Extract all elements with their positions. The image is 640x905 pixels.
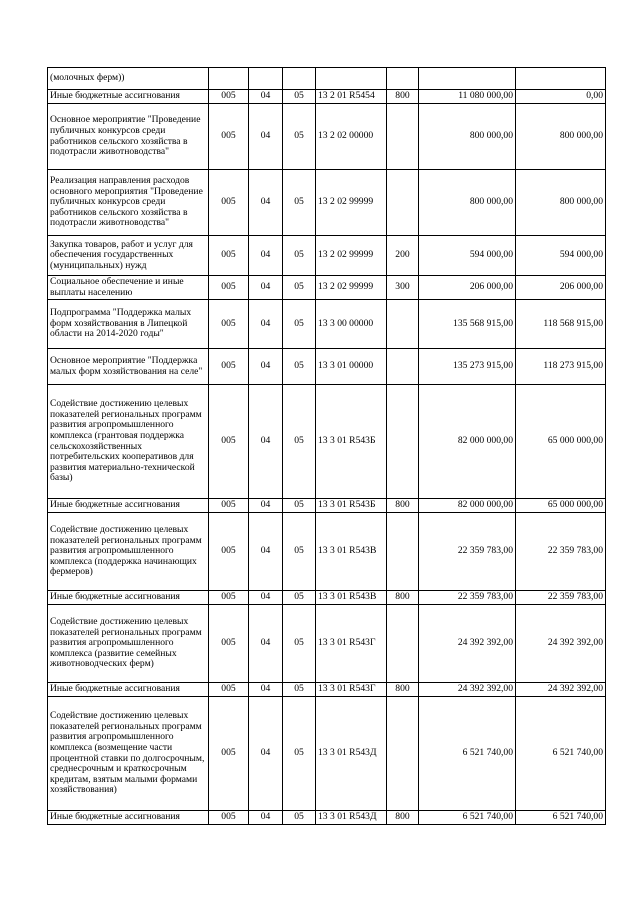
cell-name: Закупка товаров, работ и услуг для обеспечения государственных (муниципальных) нужд xyxy=(48,236,209,276)
cell-admin-code: 005 xyxy=(209,349,249,385)
table-row xyxy=(48,683,606,697)
cell-expense-type: 200 xyxy=(387,236,419,276)
cell-section: 04 xyxy=(249,385,283,499)
cell-amount-2: 22 359 783,00 xyxy=(516,513,606,591)
cell-admin-code: 005 xyxy=(209,276,249,300)
table-row xyxy=(48,90,606,104)
table-row xyxy=(48,385,606,499)
cell-target-article: 13 3 01 R543Г xyxy=(316,605,387,683)
cell-target-article: 13 3 01 R543В xyxy=(316,513,387,591)
cell-amount-1: 206 000,00 xyxy=(419,276,516,300)
table-row xyxy=(48,697,606,811)
cell-target-article: 13 3 01 R543Б xyxy=(316,499,387,513)
cell-expense-type: 800 xyxy=(387,499,419,513)
cell-subsection: 05 xyxy=(283,236,316,276)
cell-target-article: 13 2 02 00000 xyxy=(316,104,387,170)
cell-expense-type: 800 xyxy=(387,90,419,104)
table-row xyxy=(48,513,606,591)
cell-expense-type xyxy=(387,605,419,683)
cell-name: Основное мероприятие "Проведение публичных конкурсов среди работников сельского хозяйства в подотрасли животноводства" xyxy=(48,104,209,170)
cell-amount-1: 135 568 915,00 xyxy=(419,300,516,349)
cell-target-article: 13 3 01 00000 xyxy=(316,349,387,385)
cell-admin-code: 005 xyxy=(209,697,249,811)
cell-admin-code: 005 xyxy=(209,683,249,697)
cell-section: 04 xyxy=(249,697,283,811)
cell-target-article: 13 2 02 99999 xyxy=(316,276,387,300)
cell-admin-code: 005 xyxy=(209,811,249,825)
cell-admin-code: 005 xyxy=(209,591,249,605)
cell-subsection: 05 xyxy=(283,591,316,605)
cell-name: Реализация направления расходов основного мероприятия "Проведение публичных конкурсов среди работников сельского хозяйства в подотрасли животноводства" xyxy=(48,170,209,236)
table-row xyxy=(48,170,606,236)
cell-target-article: 13 2 01 R5454 xyxy=(316,90,387,104)
table-row xyxy=(48,499,606,513)
cell-amount-2: 0,00 xyxy=(516,90,606,104)
cell-amount-2: 118 568 915,00 xyxy=(516,300,606,349)
cell-subsection: 05 xyxy=(283,349,316,385)
cell-target-article: 13 3 01 R543Г xyxy=(316,683,387,697)
cell-section: 04 xyxy=(249,276,283,300)
cell-name: Иные бюджетные ассигнования xyxy=(48,90,209,104)
cell-expense-type xyxy=(387,300,419,349)
cell-amount-2: 118 273 915,00 xyxy=(516,349,606,385)
cell-target-article: 13 3 01 R543Д xyxy=(316,811,387,825)
cell-amount-1: 24 392 392,00 xyxy=(419,605,516,683)
cell-admin-code: 005 xyxy=(209,236,249,276)
cell-amount-2: 22 359 783,00 xyxy=(516,591,606,605)
cell-name: Иные бюджетные ассигнования xyxy=(48,683,209,697)
table-row xyxy=(48,605,606,683)
cell-expense-type xyxy=(387,349,419,385)
cell-amount-1: 22 359 783,00 xyxy=(419,591,516,605)
cell-name: Содействие достижению целевых показателей региональных программ развития агропромышленного комплекса (грантовая поддержка сельскохозяйственных потребительских кооперативов для развития материально-технической базы) xyxy=(48,385,209,499)
cell-amount-1: 82 000 000,00 xyxy=(419,385,516,499)
cell-amount-1: 6 521 740,00 xyxy=(419,697,516,811)
cell-name: Иные бюджетные ассигнования xyxy=(48,591,209,605)
cell-name: Содействие достижению целевых показателей региональных программ развития агропромышленного комплекса (поддержка начинающих фермеров) xyxy=(48,513,209,591)
cell-subsection: 05 xyxy=(283,605,316,683)
cell-target-article: 13 3 01 R543В xyxy=(316,591,387,605)
cell-admin-code: 005 xyxy=(209,90,249,104)
cell-subsection: 05 xyxy=(283,90,316,104)
cell-amount-1: 135 273 915,00 xyxy=(419,349,516,385)
cell-name: Основное мероприятие "Поддержка малых форм хозяйствования на селе" xyxy=(48,349,209,385)
table-row xyxy=(48,349,606,385)
cell-target-article: 13 3 01 R543Д xyxy=(316,697,387,811)
cell-admin-code: 005 xyxy=(209,385,249,499)
cell-amount-2: 65 000 000,00 xyxy=(516,499,606,513)
cell-section: 04 xyxy=(249,605,283,683)
cell-section xyxy=(249,68,283,90)
cell-subsection: 05 xyxy=(283,513,316,591)
cell-amount-1: 11 080 000,00 xyxy=(419,90,516,104)
cell-section: 04 xyxy=(249,104,283,170)
cell-amount-2: 24 392 392,00 xyxy=(516,605,606,683)
cell-subsection: 05 xyxy=(283,300,316,349)
cell-name: Иные бюджетные ассигнования xyxy=(48,499,209,513)
table-row xyxy=(48,811,606,825)
cell-target-article xyxy=(316,68,387,90)
cell-expense-type xyxy=(387,170,419,236)
budget-table xyxy=(47,67,606,825)
cell-amount-2: 65 000 000,00 xyxy=(516,385,606,499)
cell-name: Содействие достижению целевых показателей региональных программ развития агропромышленного комплекса (возмещение части процентной ставки по долгосрочным, среднесрочным и краткосрочным кредитам, взятым малыми формами хозяйствования) xyxy=(48,697,209,811)
cell-amount-1: 594 000,00 xyxy=(419,236,516,276)
cell-subsection xyxy=(283,68,316,90)
cell-expense-type xyxy=(387,385,419,499)
cell-amount-2 xyxy=(516,68,606,90)
table-row xyxy=(48,276,606,300)
cell-amount-1: 22 359 783,00 xyxy=(419,513,516,591)
cell-section: 04 xyxy=(249,591,283,605)
cell-subsection: 05 xyxy=(283,170,316,236)
cell-amount-2: 206 000,00 xyxy=(516,276,606,300)
cell-subsection: 05 xyxy=(283,385,316,499)
cell-expense-type: 800 xyxy=(387,683,419,697)
cell-section: 04 xyxy=(249,499,283,513)
table-row xyxy=(48,591,606,605)
cell-section: 04 xyxy=(249,300,283,349)
cell-section: 04 xyxy=(249,236,283,276)
cell-admin-code: 005 xyxy=(209,605,249,683)
cell-section: 04 xyxy=(249,683,283,697)
cell-admin-code xyxy=(209,68,249,90)
table-row xyxy=(48,236,606,276)
cell-amount-1: 82 000 000,00 xyxy=(419,499,516,513)
cell-expense-type: 300 xyxy=(387,276,419,300)
cell-section: 04 xyxy=(249,811,283,825)
cell-expense-type: 800 xyxy=(387,591,419,605)
table-body xyxy=(48,68,606,825)
cell-amount-1: 6 521 740,00 xyxy=(419,811,516,825)
cell-name: Подпрограмма "Поддержка малых форм хозяйствования в Липецкой области на 2014-2020 годы" xyxy=(48,300,209,349)
cell-target-article: 13 3 01 R543Б xyxy=(316,385,387,499)
cell-expense-type: 800 xyxy=(387,811,419,825)
table-row xyxy=(48,300,606,349)
cell-amount-1: 800 000,00 xyxy=(419,104,516,170)
cell-section: 04 xyxy=(249,349,283,385)
cell-expense-type xyxy=(387,68,419,90)
cell-subsection: 05 xyxy=(283,104,316,170)
table-row xyxy=(48,68,606,90)
cell-admin-code: 005 xyxy=(209,104,249,170)
cell-section: 04 xyxy=(249,513,283,591)
cell-admin-code: 005 xyxy=(209,499,249,513)
cell-amount-2: 6 521 740,00 xyxy=(516,811,606,825)
cell-name: Иные бюджетные ассигнования xyxy=(48,811,209,825)
cell-amount-2: 24 392 392,00 xyxy=(516,683,606,697)
cell-subsection: 05 xyxy=(283,683,316,697)
cell-admin-code: 005 xyxy=(209,513,249,591)
cell-expense-type xyxy=(387,104,419,170)
cell-admin-code: 005 xyxy=(209,170,249,236)
cell-amount-1: 24 392 392,00 xyxy=(419,683,516,697)
cell-name: Социальное обеспечение и иные выплаты населению xyxy=(48,276,209,300)
cell-admin-code: 005 xyxy=(209,300,249,349)
cell-expense-type xyxy=(387,513,419,591)
table-row xyxy=(48,104,606,170)
cell-name: (молочных ферм)) xyxy=(48,68,209,90)
cell-target-article: 13 2 02 99999 xyxy=(316,170,387,236)
cell-subsection: 05 xyxy=(283,811,316,825)
cell-target-article: 13 3 00 00000 xyxy=(316,300,387,349)
cell-amount-2: 594 000,00 xyxy=(516,236,606,276)
cell-amount-2: 800 000,00 xyxy=(516,170,606,236)
cell-amount-1 xyxy=(419,68,516,90)
cell-subsection: 05 xyxy=(283,697,316,811)
cell-section: 04 xyxy=(249,170,283,236)
cell-subsection: 05 xyxy=(283,499,316,513)
cell-amount-2: 800 000,00 xyxy=(516,104,606,170)
cell-expense-type xyxy=(387,697,419,811)
cell-amount-1: 800 000,00 xyxy=(419,170,516,236)
cell-name: Содействие достижению целевых показателей региональных программ развития агропромышленного комплекса (развитие семейных животноводческих ферм) xyxy=(48,605,209,683)
cell-amount-2: 6 521 740,00 xyxy=(516,697,606,811)
cell-subsection: 05 xyxy=(283,276,316,300)
cell-target-article: 13 2 02 99999 xyxy=(316,236,387,276)
cell-section: 04 xyxy=(249,90,283,104)
